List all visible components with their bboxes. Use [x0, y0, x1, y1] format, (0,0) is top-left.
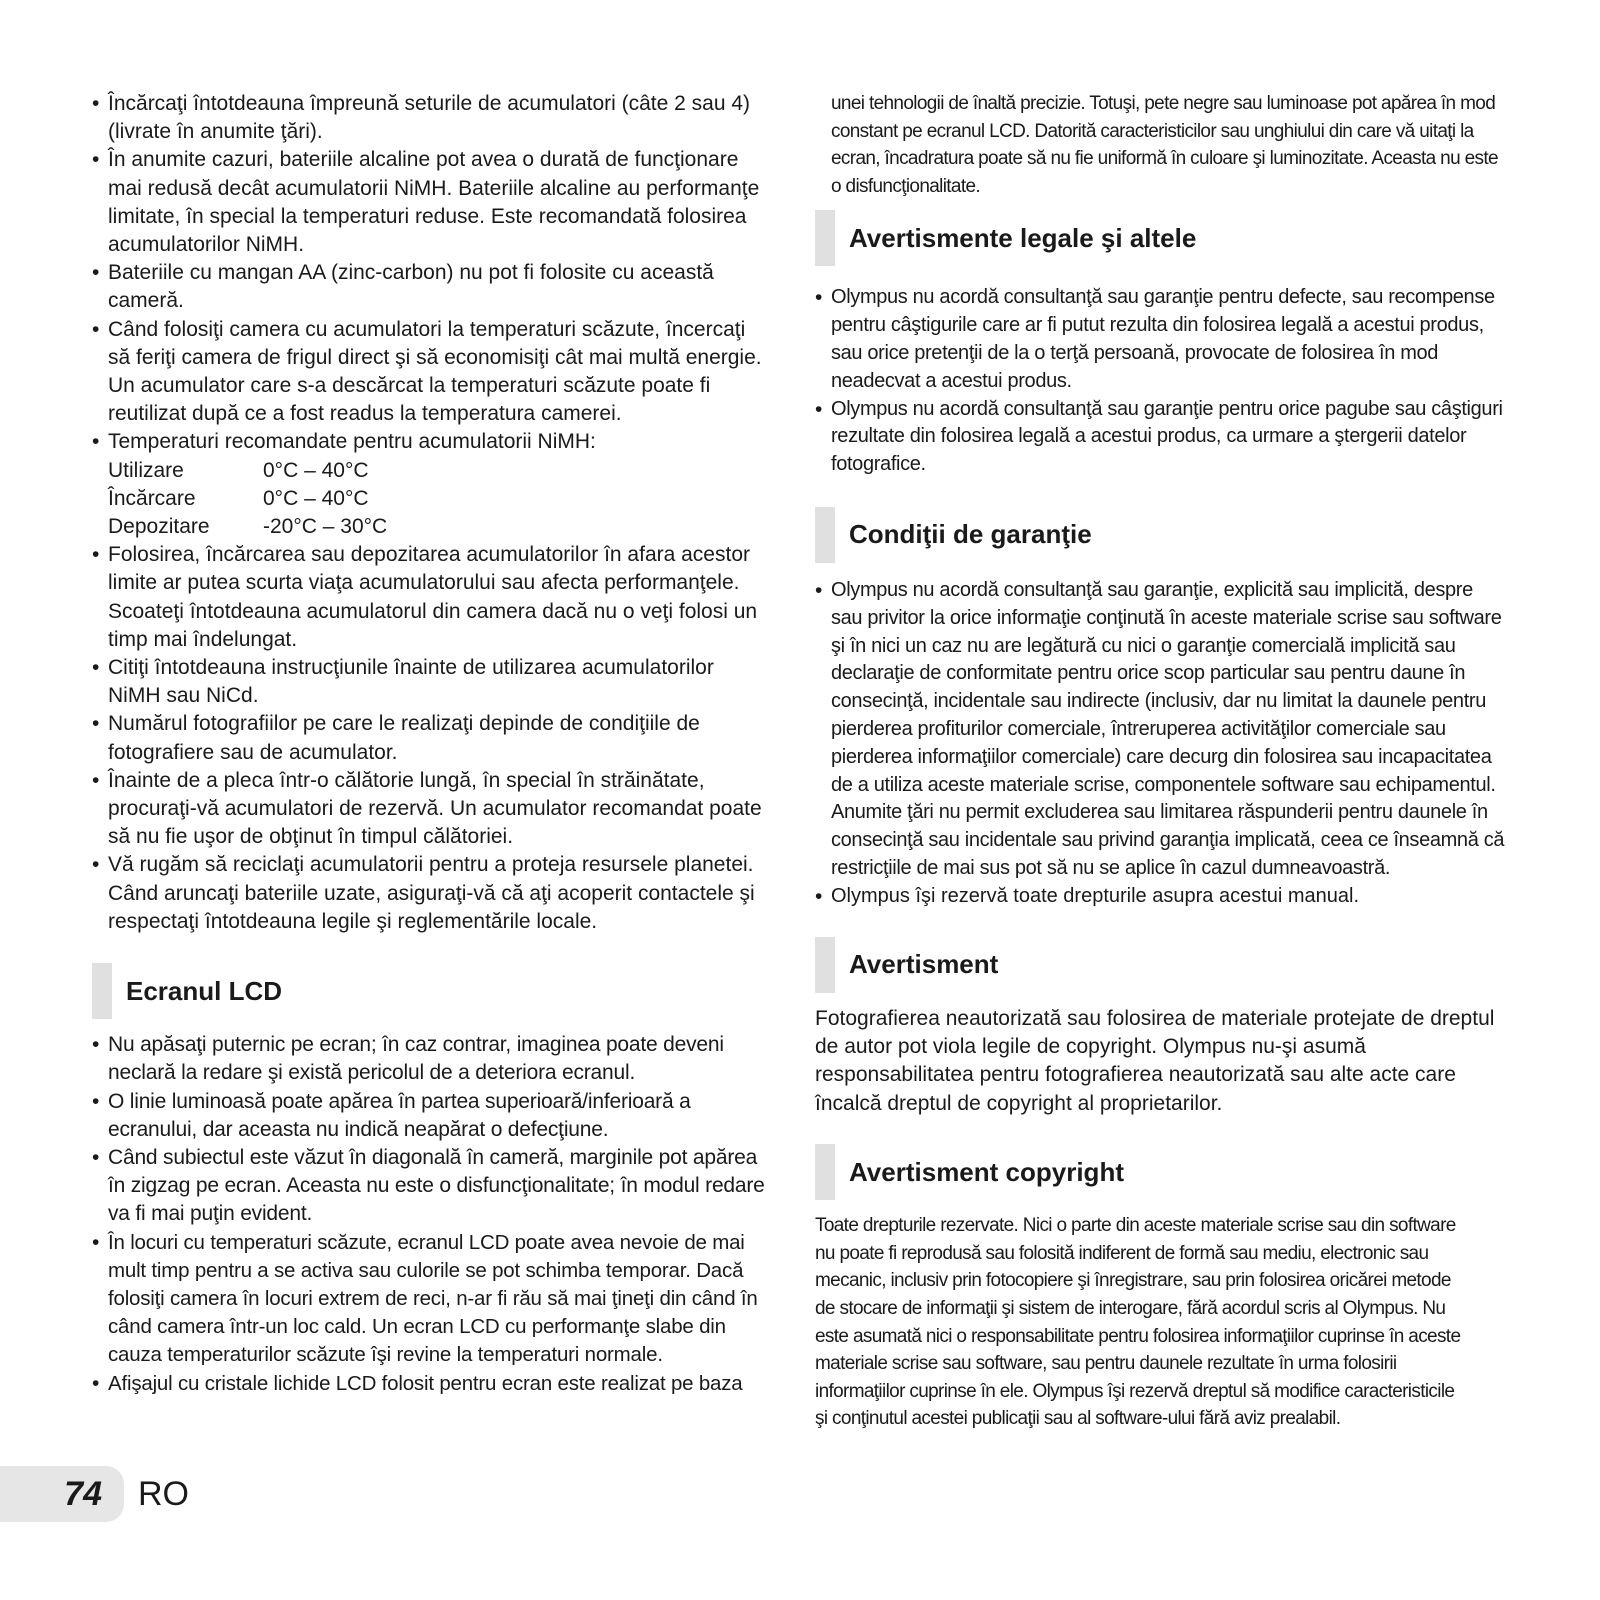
warning-text: Fotografierea neautorizată sau folosirea de materiale protejate de dreptul de autor pot viola legile de copyright. Olympus nu-şi asumă responsabilitatea pentru fotografierea neautorizată sau alte acte care încalcă dreptul de copyright al proprietarilor.	[815, 1006, 1495, 1115]
list-item: • Olympus îşi rezervă toate drepturile asupra acestui manual.	[815, 883, 1505, 911]
list-item: • Înainte de a pleca într-o călătorie lungă, în special în străinătate, procuraţi-vă acumulatori de rezervă. Un acumulator recomandat poate să nu fie uşor de obţinut în timpul călătoriei.	[92, 767, 772, 852]
warranty-list	[815, 577, 1505, 911]
heading-bar	[92, 963, 112, 1019]
heading-bar	[815, 210, 835, 266]
copyright-text: Toate drepturile rezervate. Nici o parte din aceste materiale scrise sau din software nu poate fi reprodusă sau folosită indiferent de formă sau mediu, electronic sau mecanic, inclusiv prin fotocopiere şi înregistrare, sau prin folosirea oricărei metode de stocare de informaţii şi sistem de interogare, fără acordul scris al Olympus. Nu este asumată nici o responsabilitate pentru folosirea informaţiilor cuprinse în aceste materiale scrise sau software, sau pentru daunele rezultate în urma folosirii informaţiilor cuprinse în ele. Olympus îşi rezervă dreptul să modifice caracteristicile şi conţinutul acestei publicaţii sau al software-ului fără aviz prealabil.	[815, 1215, 1461, 1430]
section-title: Avertisment	[849, 949, 999, 980]
list-item: • Citiţi întotdeauna instrucţiunile înainte de utilizarea acumulatorilor NiMH sau NiCd.	[92, 654, 772, 710]
right-column	[815, 90, 1505, 1433]
list-item: • Vă rugăm să reciclaţi acumulatorii pentru a proteja resursele planetei. Când aruncaţi bateriile uzate, asiguraţi-vă că aţi acoperit contactele şi respectaţi întotdeauna legile şi reglementările locale.	[92, 851, 772, 936]
heading-bar	[815, 937, 835, 993]
list-item: • Numărul fotografiilor pe care le realizaţi depinde de condiţiile de fotografiere sau de acumulator.	[92, 710, 772, 766]
list-item: • Afişajul cu cristale lichide LCD folosit pentru ecran este realizat pe baza	[92, 1370, 772, 1398]
legal-list	[815, 284, 1505, 479]
section-title: Condiţii de garanţie	[849, 519, 1092, 550]
list-item: • În locuri cu temperaturi scăzute, ecranul LCD poate avea nevoie de mai mult timp pentru a se activa sau culorile se pot schimba temporar. Dacă folosiţi camera în locuri extrem de reci, n-ar fi rău să mai ţineţi din când în când camera într-un loc cald. Un ecran LCD cu performanţe slabe din cauza temperaturilor scăzute îşi revine la temperaturi normale.	[92, 1229, 772, 1370]
section-title: Avertismente legale şi altele	[849, 222, 1197, 253]
list-item: • Când folosiţi camera cu acumulatori la temperaturi scăzute, încercaţi să feriţi camera de frigul direct şi să economisiţi cât mai multă energie. Un acumulator care s-a descărcat la temperaturi scăzute poate fi reutilizat după ce a fost readus la temperatura camerei.	[92, 316, 772, 429]
list-item: • Bateriile cu mangan AA (zinc-carbon) nu pot fi folosite cu această cameră.	[92, 259, 772, 315]
temperature-row	[108, 457, 772, 485]
battery-notes-list	[92, 90, 772, 936]
list-item: • O linie luminoasă poate apărea în partea superioară/inferioară a ecranului, dar aceasta nu indică neapărat o defecţiune.	[92, 1088, 772, 1144]
temperature-value: 0°C – 40°C	[263, 458, 369, 482]
section-title: Avertisment copyright	[849, 1156, 1124, 1187]
temperature-value: -20°C – 30°C	[263, 515, 388, 539]
list-item: • Folosirea, încărcarea sau depozitarea acumulatorilor în afara acestor limite ar putea scurta viaţa acumulatorului sau afecta performanţele. Scoateţi întotdeauna acumulatorul din camera dacă nu o veţi folosi un timp mai îndelungat.	[92, 541, 772, 654]
section-heading-copyright	[815, 1144, 1505, 1200]
list-item: • Olympus nu acordă consultanţă sau garanţie pentru orice pagube sau câştiguri rezultate din folosirea legală a acestui produs, ca urmare a ştergerii datelor fotografice.	[815, 396, 1505, 479]
lcd-notes-list	[92, 1031, 772, 1398]
page-number: 74	[64, 1474, 102, 1513]
section-title: Ecranul LCD	[126, 975, 283, 1006]
section-heading-warranty	[815, 507, 1505, 563]
temperature-row	[108, 485, 772, 513]
left-column	[92, 90, 772, 1398]
temperature-label: Depozitare	[108, 515, 210, 539]
list-item: • Olympus nu acordă consultanţă sau garanţie, explicită sau implicită, despre sau privitor la orice informaţie conţinută în aceste materiale scrise sau software şi în nici un caz nu are legătură cu nici o garanţie comercială implicită sau declaraţie de conformitate pentru orice scop particular sau pentru daune în consecinţă, incidentale sau indirecte (inclusiv, dar nu limitat la daunele pentru pierderea profiturilor comerciale, întreruperea activităţilor comerciale sau pierderea informaţiilor comerciale) care decurg din folosirea sau incapacitatea de a utiliza aceste materiale scrise, componentele software sau echipamentul. Anumite ţări nu permit excluderea sau limitarea răspunderii pentru daunele în consecinţă sau incidentale sau privind garanţia implicată, ceea ce înseamnă că restricţiile de mai sus pot să nu se aplice în cazul dumneavoastră.	[815, 577, 1505, 883]
section-heading-legal	[815, 210, 1505, 266]
list-item: • Nu apăsaţi puternic pe ecran; în caz contrar, imaginea poate deveni neclară la redare şi există pericolul de a deteriora ecranul.	[92, 1031, 772, 1087]
heading-bar	[815, 1144, 835, 1200]
list-item: • Olympus nu acordă consultanţă sau garanţie pentru defecte, sau recompense pentru câştigurile care ar fi putut rezulta din folosirea legală a acestui produs, sau orice pretenţii de la o terţă persoană, provocate de folosirea în mod neadecvat a acestui produs.	[815, 284, 1505, 395]
temperature-row	[108, 513, 772, 541]
list-item: • Încărcaţi întotdeauna împreună seturile de acumulatori (câte 2 sau 4) (livrate în anumite ţări).	[92, 90, 772, 146]
temperature-value: 0°C – 40°C	[263, 486, 369, 510]
temps-intro: Temperaturi recomandate pentru acumulatorii NiMH:	[108, 430, 596, 454]
section-heading-lcd	[92, 963, 772, 1019]
lcd-continuation: unei tehnologii de înaltă precizie. Totuşi, pete negre sau luminoase pot apărea în mod constant pe ecranul LCD. Datorită caracteristicilor sau unghiului din care vă uitaţi la ecran, încadratura poate să nu fie uniformă în culoare şi luminozitate. Aceasta nu este o disfuncţionalitate.	[831, 93, 1498, 197]
list-item: • Când subiectul este văzut în diagonală în cameră, marginile pot apărea în zigzag pe ecran. Aceasta nu este o disfuncţionalitate; în modul redare va fi mai puţin evident.	[92, 1144, 772, 1229]
temperature-label: Încărcare	[108, 486, 196, 510]
heading-bar	[815, 507, 835, 563]
list-item	[92, 428, 772, 541]
page-number-tab	[0, 1466, 124, 1522]
language-code: RO	[138, 1475, 189, 1513]
temperature-label: Utilizare	[108, 458, 184, 482]
section-heading-warning	[815, 937, 1505, 993]
list-item: • În anumite cazuri, bateriile alcaline pot avea o durată de funcţionare mai redusă decât acumulatorii NiMH. Bateriile alcaline au performanţe limitate, în special la temperaturi reduse. Este recomandată folosirea acumulatorilor NiMH.	[92, 146, 772, 259]
temperature-table	[108, 457, 772, 542]
